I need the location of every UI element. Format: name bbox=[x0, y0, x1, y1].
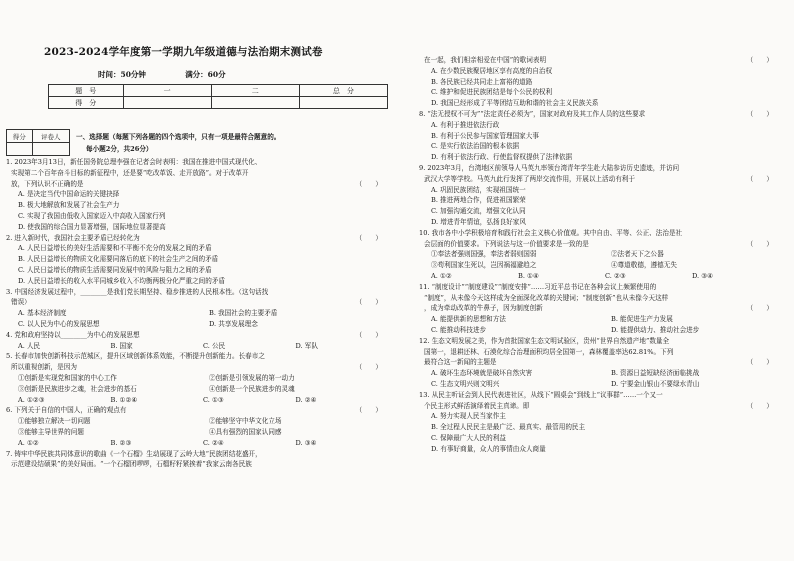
option-item: B. ①②④ bbox=[110, 395, 138, 404]
option-item: ④创新是一个民族进步的灵魂 bbox=[209, 384, 295, 393]
option-item: ④尊道敬德，遵德无失 bbox=[611, 261, 677, 270]
score-cell: 二 bbox=[211, 85, 299, 97]
option-row bbox=[419, 314, 779, 325]
score-cell: 一 bbox=[123, 85, 211, 97]
question-line bbox=[419, 401, 779, 412]
question-line bbox=[419, 336, 779, 347]
exam-title: 2023-2024学年度第一学期九年级道德与法治期末测试卷 bbox=[44, 46, 323, 58]
option-line bbox=[419, 411, 779, 422]
option-text: D. 人民日益增长的收入水平同城乡收入不均衡两极分化严重之间的矛盾 bbox=[18, 276, 226, 285]
answer-bracket: （ ） bbox=[746, 401, 773, 410]
option-item: D. 宁要金山银山不要绿水青山 bbox=[611, 379, 700, 388]
answer-bracket: （ ） bbox=[746, 239, 773, 248]
option-text: B. 有利于公民参与国家管理国家大事 bbox=[431, 131, 539, 140]
answer-bracket: （ ） bbox=[746, 56, 773, 64]
question-text: 实现第二个百年奋斗目标的新征程中，还是要“吃改革饭、走开放路”。对于改革开 bbox=[11, 168, 249, 177]
question-line bbox=[419, 293, 779, 304]
option-row bbox=[6, 341, 388, 352]
option-line bbox=[6, 189, 388, 200]
answer-bracket: （ ） bbox=[355, 179, 382, 188]
option-item: D. 军队 bbox=[295, 341, 318, 350]
question-text: 12. 生态文明发展之美，作为首批国家生态文明试验区，贵州“世界自然遗产地”数量全 bbox=[419, 336, 670, 345]
option-text: B. 各民族已经共同走上富裕的道路 bbox=[431, 77, 533, 86]
score-cell: 题 号 bbox=[49, 85, 124, 97]
grader-table bbox=[6, 129, 70, 156]
option-text: B. 人民日益增长的物质文化需要同落后的底下的社会生产之间的矛盾 bbox=[18, 255, 219, 264]
exam-full-score: 满分：60分 bbox=[185, 70, 226, 79]
question-line bbox=[6, 297, 388, 308]
exam-time: 时间：50分钟 bbox=[98, 70, 146, 79]
option-item: ③能够主导世界的问题 bbox=[18, 427, 84, 436]
score-cell: 总 分 bbox=[299, 85, 387, 97]
section-heading-line: 一、选择题（每题下列各题的四个选项中，只有一项是最符合题意的。 bbox=[76, 133, 281, 141]
option-row bbox=[6, 319, 388, 330]
option-item: ②创新是引领发展的第一动力 bbox=[209, 373, 295, 382]
option-item: A. ①②③ bbox=[18, 395, 45, 404]
option-line bbox=[419, 217, 779, 228]
score-table-score-row bbox=[49, 97, 388, 109]
question-line bbox=[419, 303, 779, 314]
option-line bbox=[419, 131, 779, 142]
option-line bbox=[6, 254, 388, 265]
question-text: 3. 中国经济发展过程中，________是我们党长期坚持、稳步推进的人民根本性。（这句话找 bbox=[6, 287, 269, 296]
option-text: C. 实现了我国由低收入国家迈入中高收入国家行列 bbox=[18, 211, 166, 220]
question-line bbox=[419, 239, 779, 250]
question-text: 13. 从民主听证会到人民代表进社区，从线下“圆桌会”到线上“议事群”……一个又一 bbox=[419, 390, 663, 399]
option-text: A. 人民日益增长的美好生活需要和不平衡不充分的发展之间的矛盾 bbox=[18, 244, 212, 253]
option-text: D. 有事好商量，众人的事情由众人商量 bbox=[431, 444, 546, 453]
answer-bracket: （ ） bbox=[746, 304, 773, 313]
option-text: A. 是决定当代中国命运的关键抉择 bbox=[18, 190, 120, 199]
option-line bbox=[6, 265, 388, 276]
option-item: C. 公民 bbox=[203, 341, 226, 350]
option-text: A. 巩固民族团结，实现祖国统一 bbox=[431, 185, 526, 194]
option-item: ②法者天下之公器 bbox=[611, 250, 664, 259]
exam-meta bbox=[98, 69, 226, 80]
answer-bracket: （ ） bbox=[355, 406, 382, 415]
question-text: 示范建设结硕果”的美好局面。“一个石榴团啰啰，石榴籽籽紧挨着”我家云南各民族 bbox=[11, 460, 252, 469]
grader-cell bbox=[7, 143, 33, 156]
question-text: 1. 2023年3月13日，新任国务院总理李强在记者会时表明：我国在推进中国式现代化、 bbox=[6, 158, 262, 166]
option-text: B. 推进两地合作，促进祖国繁荣 bbox=[431, 196, 526, 205]
answer-bracket: （ ） bbox=[746, 174, 773, 183]
option-text: A. 在少数民族聚居地区享有高度的自治权 bbox=[431, 66, 553, 75]
option-text: D. 使我国的综合国力显著增强，国际地位显著提高 bbox=[18, 222, 166, 231]
score-cell bbox=[299, 97, 387, 109]
right-question-list bbox=[419, 55, 779, 454]
question-line bbox=[419, 163, 779, 174]
question-text: 个民主形式鲜活演绎着民主真谛。即 bbox=[424, 401, 530, 410]
option-line bbox=[6, 222, 388, 233]
option-line bbox=[419, 66, 779, 77]
option-item: D. 能提供动力、推动社会进步 bbox=[611, 325, 700, 334]
option-item: C. ②④ bbox=[203, 438, 224, 447]
score-table bbox=[48, 84, 388, 109]
question-text: 在一起，我们相亲相爱在中国”的歌词表明 bbox=[424, 56, 547, 64]
question-text: 所以重视创新，是因为 bbox=[11, 363, 77, 372]
option-row bbox=[419, 249, 779, 260]
grader-name-label: 评卷人 bbox=[32, 130, 69, 143]
option-item: A. 基本经济制度 bbox=[18, 309, 67, 318]
right-column bbox=[397, 0, 794, 561]
option-text: D. 增进青年情谊，弘扬良好家风 bbox=[431, 217, 526, 226]
question-text: “制度”，从未像今天这样成为全面深化改革的关键词；“制度创新”也从未像今天这样 bbox=[424, 293, 669, 302]
question-text: 7. 铸牢中华民族共同体意识的歌曲《一个石榴》生动展现了云岭大地“民族团结花盛开， bbox=[6, 449, 262, 458]
section-heading bbox=[76, 131, 391, 155]
question-text: 放，下列认识不正确的是 bbox=[11, 179, 84, 188]
question-line bbox=[419, 357, 779, 368]
question-text: 武汉大学等学校。马英九此行发挥了两岸交流作用，开展以上活动有利于 bbox=[424, 174, 635, 183]
question-line bbox=[419, 174, 779, 185]
score-cell bbox=[123, 97, 211, 109]
question-line bbox=[419, 390, 779, 401]
option-text: A. 努力实现人民当家作主 bbox=[431, 412, 506, 421]
option-item: D. ③④ bbox=[692, 271, 714, 280]
option-item: ①创新是实现党和国家的中心工作 bbox=[18, 373, 117, 382]
grader-cell bbox=[32, 143, 69, 156]
question-text: 国第一，退耕还林、石漠化综合治理面积均居全国第一，森林覆盖率达62.81%。下列 bbox=[424, 347, 674, 356]
option-row bbox=[6, 438, 388, 449]
option-line bbox=[419, 422, 779, 433]
option-line bbox=[419, 433, 779, 444]
option-item: ③苟利国家生死以，岂因祸福避趋之 bbox=[431, 261, 537, 270]
question-text: 10. 我市各中小学积极培育和践行社会主义核心价值观。其中自由、平等、公正、法治是社 bbox=[419, 228, 683, 237]
option-line bbox=[419, 195, 779, 206]
answer-bracket: （ ） bbox=[355, 298, 382, 307]
question-line bbox=[419, 55, 779, 66]
option-row bbox=[419, 325, 779, 336]
question-line bbox=[419, 282, 779, 293]
option-line bbox=[6, 200, 388, 211]
question-text: 11. “制度设计”“制度建设”“制度安排”……习近平总书记在各种会议上频繁使用的 bbox=[419, 282, 657, 291]
option-line bbox=[419, 206, 779, 217]
question-line bbox=[419, 228, 779, 239]
question-line bbox=[419, 347, 779, 358]
option-text: C. 是实行依法治国的根本依据 bbox=[431, 142, 520, 151]
option-line bbox=[6, 276, 388, 287]
option-text: A. 有利于推进依法行政 bbox=[431, 120, 500, 129]
question-text: 8. “法无授权不可为”“法定责任必须为”，国家对政府及其工作人员的这些要求 bbox=[419, 109, 646, 118]
question-text: 6. 下列关于自信的中国人，正确的观点有 bbox=[6, 406, 127, 415]
option-text: C. 保障最广大人民的利益 bbox=[431, 433, 506, 442]
score-cell: 得 分 bbox=[49, 97, 124, 109]
option-item: D. ②④ bbox=[295, 395, 317, 404]
option-text: D. 我国已经形成了平等团结互助和谐的社会主义民族关系 bbox=[431, 99, 599, 108]
question-text: 4. 党和政府坚持以________为中心的发展思想 bbox=[6, 330, 140, 339]
question-line bbox=[6, 459, 388, 470]
option-text: C. 加强沟通交流，增强文化认同 bbox=[431, 207, 526, 216]
question-text: 最符合这一新闻的主题是 bbox=[424, 358, 497, 367]
option-text: C. 维护和促进民族团结是每个公民的权利 bbox=[431, 88, 553, 97]
option-item: A. ①② bbox=[18, 438, 39, 447]
option-line bbox=[419, 87, 779, 98]
option-item: C. ①③ bbox=[203, 395, 224, 404]
option-row bbox=[419, 368, 779, 379]
question-text: 错误） bbox=[11, 298, 31, 307]
option-item: ②能够坚守中华文化立场 bbox=[209, 417, 282, 426]
left-question-list bbox=[6, 157, 388, 470]
option-line bbox=[419, 98, 779, 109]
option-item: A. 能提供新的思想和方法 bbox=[431, 315, 506, 324]
option-item: C. 以人民为中心的发展思想 bbox=[18, 319, 100, 328]
option-row bbox=[6, 427, 388, 438]
option-row bbox=[419, 271, 779, 282]
option-text: B. 极大地解放和发展了社会生产力 bbox=[18, 201, 120, 210]
option-text: D. 有利于依法行政、行使监督权提供了法律依据 bbox=[431, 153, 573, 162]
question-text: 5. 长春市加快创新科技示范城区，提升区域创新体系效能，不断提升创新能力。长春市之 bbox=[6, 352, 265, 361]
option-row bbox=[6, 373, 388, 384]
option-row bbox=[6, 308, 388, 319]
question-line bbox=[419, 109, 779, 120]
question-text: 2. 进入新时代，我国社会主要矛盾已经转化为 bbox=[6, 233, 140, 242]
option-item: B. 能促进生产力发展 bbox=[611, 315, 673, 324]
option-line bbox=[6, 211, 388, 222]
option-item: ①能够独立解决一切问题 bbox=[18, 417, 91, 426]
question-line bbox=[6, 362, 388, 373]
option-text: C. 人民日益增长的物质生活需要同发展中的风险与阻力之间的矛盾 bbox=[18, 265, 212, 274]
question-line bbox=[6, 351, 388, 362]
answer-bracket: （ ） bbox=[746, 358, 773, 367]
option-item: C. ②③ bbox=[605, 271, 626, 280]
option-item: A. 人民 bbox=[18, 341, 41, 350]
answer-bracket: （ ） bbox=[746, 109, 773, 118]
option-item: B. 我国社会的主要矛盾 bbox=[209, 309, 278, 318]
question-line bbox=[6, 157, 388, 168]
question-text: 会层面的价值要求。下列说法与这一价值要求是一致的是 bbox=[424, 239, 589, 248]
question-line bbox=[6, 168, 388, 179]
grader-score-label: 得分 bbox=[7, 130, 33, 143]
option-line bbox=[419, 141, 779, 152]
option-text: B. 全过程人民民主是最广泛、最真实、最管用的民主 bbox=[431, 423, 586, 432]
option-line bbox=[6, 243, 388, 254]
option-row bbox=[6, 416, 388, 427]
question-line bbox=[6, 287, 388, 298]
option-item: B. 国家 bbox=[110, 341, 133, 350]
option-row bbox=[419, 379, 779, 390]
option-item: B. 资源日益短缺经济面临挑战 bbox=[611, 369, 700, 378]
question-line bbox=[6, 405, 388, 416]
option-line bbox=[419, 444, 779, 455]
question-line bbox=[6, 449, 388, 460]
section-heading-line: 每小题2分，共26分） bbox=[86, 145, 153, 153]
option-item: ①奉法者强则国强，奉法者弱则国弱 bbox=[431, 250, 537, 259]
option-item: ③创新是民族进步之魂，社会进步的基石 bbox=[18, 384, 137, 393]
answer-bracket: （ ） bbox=[355, 330, 382, 339]
option-item: B. ①④ bbox=[518, 271, 539, 280]
question-line bbox=[6, 179, 388, 190]
option-item: A. 破坏生态环境就是破坏自然灾害 bbox=[431, 369, 533, 378]
grader-blank-row bbox=[7, 143, 70, 156]
option-item: C. 生态文明兴则文明兴 bbox=[431, 379, 500, 388]
option-line bbox=[419, 185, 779, 196]
question-line bbox=[6, 330, 388, 341]
option-item: C. 能推动科技进步 bbox=[431, 325, 487, 334]
question-line bbox=[6, 233, 388, 244]
score-cell bbox=[211, 97, 299, 109]
question-text: 9. 2023年3月，台湾地区前领导人马英九率领台湾青年学生赴大陆参访历史遗迹，并访问 bbox=[419, 163, 680, 172]
option-line bbox=[419, 77, 779, 88]
question-text: ，成为牵动改革的牛鼻子，因为制度创新 bbox=[424, 304, 543, 313]
option-row bbox=[6, 395, 388, 406]
option-line bbox=[419, 120, 779, 131]
option-line bbox=[419, 152, 779, 163]
option-item: B. ②③ bbox=[110, 438, 132, 447]
answer-bracket: （ ） bbox=[355, 233, 382, 242]
option-item: D. 共享发展理念 bbox=[209, 319, 258, 328]
option-item: D. ③④ bbox=[295, 438, 317, 447]
score-table-header-row bbox=[49, 85, 388, 97]
option-row bbox=[6, 384, 388, 395]
grader-header-row bbox=[7, 130, 70, 143]
option-item: ④具有强烈的国家认同感 bbox=[209, 427, 282, 436]
option-row bbox=[419, 260, 779, 271]
option-item: A. ①② bbox=[431, 271, 452, 280]
answer-bracket: （ ） bbox=[355, 363, 382, 372]
